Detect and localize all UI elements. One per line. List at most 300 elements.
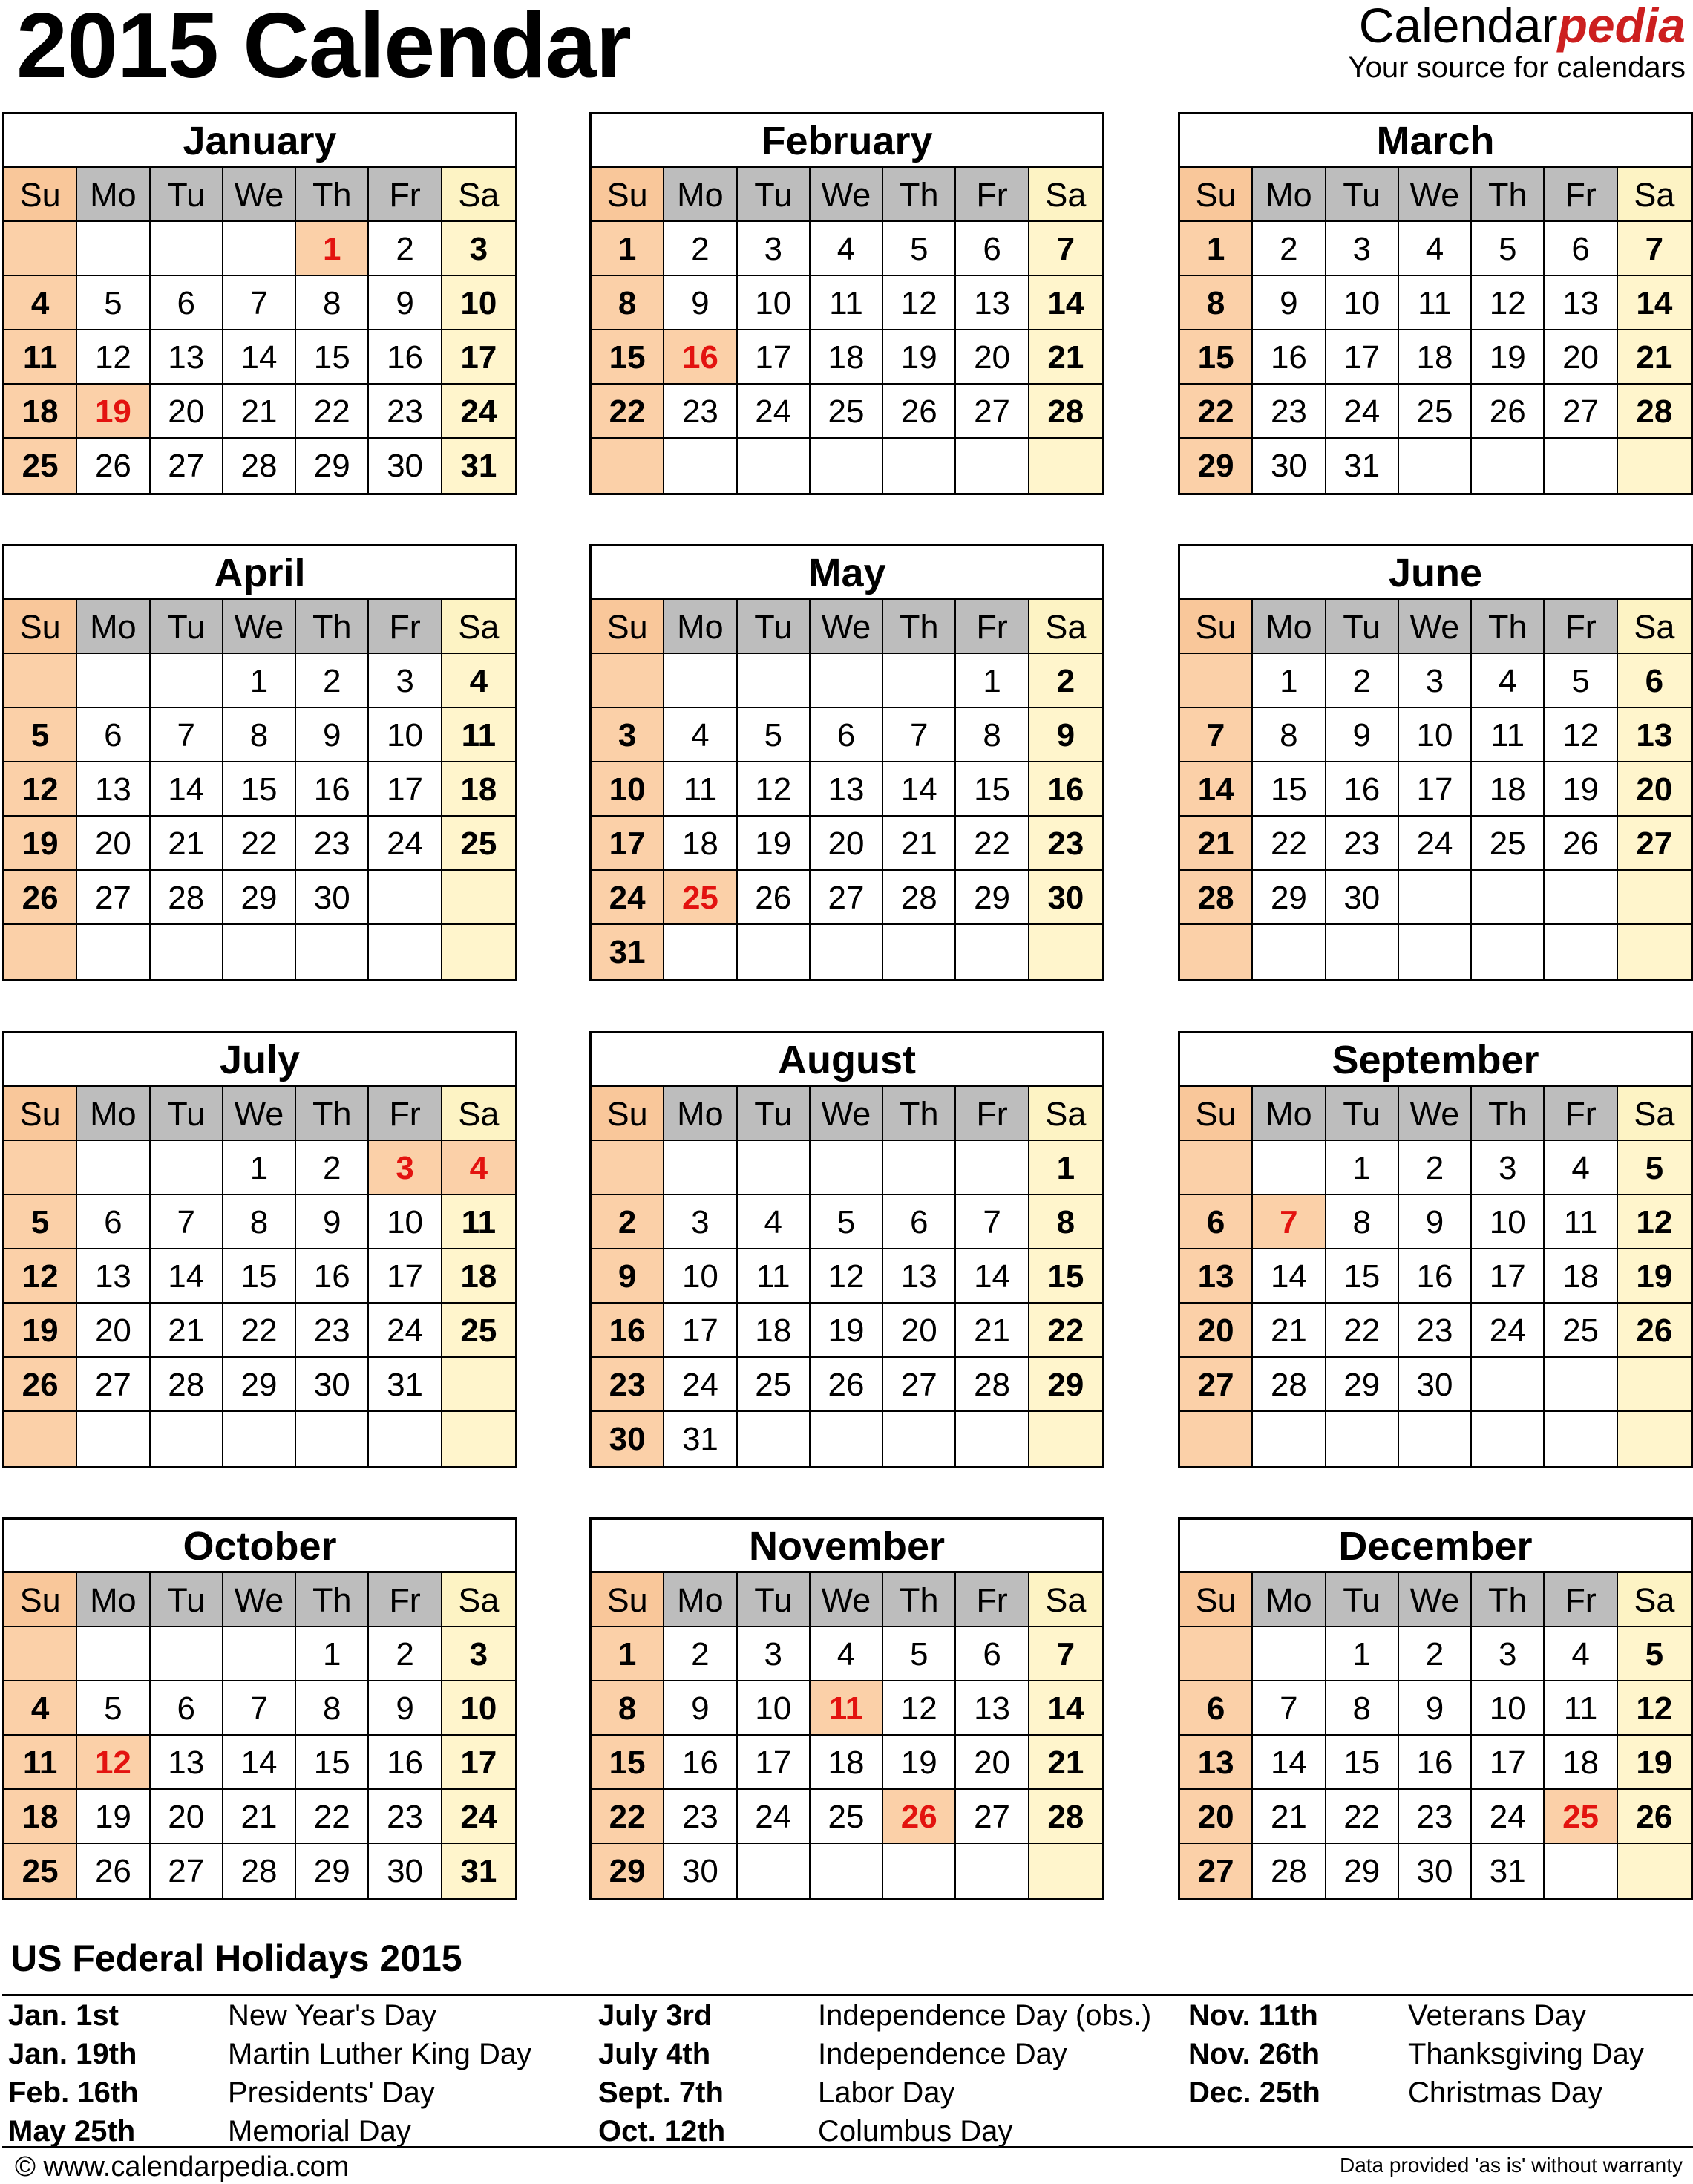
month-title: March [1180, 114, 1691, 168]
empty-day-cell [1618, 439, 1691, 493]
weekday-header: Fr [369, 600, 442, 654]
day-cell: 24 [1326, 385, 1399, 439]
weekday-header: Mo [664, 1573, 737, 1627]
day-cell: 25 [664, 871, 737, 925]
day-cell: 21 [1253, 1304, 1326, 1358]
weekday-header: Fr [1545, 600, 1617, 654]
day-cell: 4 [1472, 654, 1545, 708]
empty-day-cell [1180, 1141, 1253, 1195]
weekday-header: Mo [77, 1573, 150, 1627]
day-cell: 20 [151, 385, 223, 439]
empty-day-cell [77, 222, 150, 276]
day-cell: 16 [664, 1736, 737, 1790]
day-cell: 27 [1180, 1358, 1253, 1412]
empty-day-cell [4, 1412, 77, 1466]
weekday-header: Tu [1326, 168, 1399, 222]
empty-day-cell [1029, 1412, 1102, 1466]
day-cell: 26 [738, 871, 811, 925]
empty-day-cell [664, 1141, 737, 1195]
day-cell: 15 [1253, 762, 1326, 817]
weekday-header: Tu [1326, 600, 1399, 654]
day-cell: 21 [151, 817, 223, 871]
day-cell: 6 [883, 1195, 956, 1249]
empty-day-cell [811, 654, 883, 708]
day-cell: 13 [151, 1736, 223, 1790]
day-cell: 26 [4, 1358, 77, 1412]
day-cell: 7 [1253, 1195, 1326, 1249]
day-cell: 12 [1545, 708, 1617, 762]
empty-day-cell [811, 1844, 883, 1898]
day-cell: 7 [956, 1195, 1029, 1249]
weekday-header: Tu [151, 1573, 223, 1627]
day-cell: 20 [1180, 1790, 1253, 1844]
day-cell: 23 [592, 1358, 664, 1412]
holiday-row [1188, 1996, 1693, 2035]
day-cell: 15 [223, 1249, 296, 1304]
day-cell: 3 [442, 1627, 515, 1681]
empty-day-cell [77, 1141, 150, 1195]
day-cell: 30 [1399, 1844, 1472, 1898]
day-cell: 24 [738, 1790, 811, 1844]
day-cell: 12 [883, 1681, 956, 1736]
weekday-header: Sa [1618, 600, 1691, 654]
holiday-name: Labor Day [818, 2076, 955, 2109]
day-cell: 10 [1399, 708, 1472, 762]
day-cell: 4 [442, 654, 515, 708]
day-cell: 1 [296, 1627, 369, 1681]
day-cell: 14 [1180, 762, 1253, 817]
day-cell: 3 [1472, 1627, 1545, 1681]
day-cell: 9 [296, 1195, 369, 1249]
day-cell: 16 [1399, 1736, 1472, 1790]
empty-day-cell [4, 222, 77, 276]
holiday-row [598, 2073, 1180, 2112]
day-cell: 18 [1472, 762, 1545, 817]
day-cell: 23 [1253, 385, 1326, 439]
day-cell: 10 [1472, 1195, 1545, 1249]
day-cell: 14 [223, 330, 296, 385]
empty-day-cell [883, 1141, 956, 1195]
footer-copyright[interactable]: © www.calendarpedia.com [15, 2151, 350, 2183]
day-cell: 6 [151, 276, 223, 330]
day-cell: 22 [296, 385, 369, 439]
day-cell: 29 [1326, 1358, 1399, 1412]
logo-wordmark [1349, 0, 1686, 51]
day-cell: 3 [442, 222, 515, 276]
month-days-grid [1180, 1573, 1691, 1898]
empty-day-cell [77, 1627, 150, 1681]
empty-day-cell [1399, 1412, 1472, 1466]
day-cell: 1 [1326, 1141, 1399, 1195]
holiday-name: Independence Day [818, 2038, 1067, 2070]
weekday-header: Mo [77, 600, 150, 654]
weekday-header: Tu [1326, 1087, 1399, 1141]
weekday-header: Su [592, 600, 664, 654]
holidays-column [1182, 1996, 1693, 2146]
day-cell: 6 [1180, 1195, 1253, 1249]
month-title: November [592, 1520, 1102, 1573]
weekday-header: Sa [1029, 600, 1102, 654]
day-cell: 30 [664, 1844, 737, 1898]
empty-day-cell [151, 1141, 223, 1195]
day-cell: 1 [592, 1627, 664, 1681]
day-cell: 26 [1618, 1304, 1691, 1358]
weekday-header: Su [4, 600, 77, 654]
day-cell: 11 [664, 762, 737, 817]
day-cell: 13 [956, 1681, 1029, 1736]
day-cell: 8 [1326, 1681, 1399, 1736]
weekday-header: Fr [956, 600, 1029, 654]
day-cell: 14 [223, 1736, 296, 1790]
day-cell: 13 [1180, 1249, 1253, 1304]
month-december [1178, 1517, 1693, 1900]
day-cell: 29 [223, 1358, 296, 1412]
day-cell: 31 [369, 1358, 442, 1412]
day-cell: 28 [1253, 1844, 1326, 1898]
day-cell: 28 [1180, 871, 1253, 925]
day-cell: 29 [592, 1844, 664, 1898]
empty-day-cell [1472, 925, 1545, 979]
day-cell: 18 [664, 817, 737, 871]
empty-day-cell [811, 1412, 883, 1466]
holiday-date: Jan. 19th [8, 2038, 137, 2070]
month-title: July [4, 1033, 515, 1087]
empty-day-cell [442, 871, 515, 925]
day-cell: 2 [296, 1141, 369, 1195]
day-cell: 29 [223, 871, 296, 925]
day-cell: 3 [738, 1627, 811, 1681]
day-cell: 5 [883, 1627, 956, 1681]
weekday-header: Sa [1618, 1573, 1691, 1627]
weekday-header: Sa [1618, 1087, 1691, 1141]
day-cell: 9 [1399, 1681, 1472, 1736]
empty-day-cell [4, 654, 77, 708]
day-cell: 12 [883, 276, 956, 330]
day-cell: 15 [296, 330, 369, 385]
day-cell: 3 [1326, 222, 1399, 276]
empty-day-cell [442, 925, 515, 979]
holidays-column [592, 1996, 1180, 2146]
day-cell: 20 [811, 817, 883, 871]
empty-day-cell [223, 1627, 296, 1681]
day-cell: 4 [4, 276, 77, 330]
holiday-name: Presidents' Day [228, 2076, 435, 2109]
day-cell: 18 [1399, 330, 1472, 385]
day-cell: 6 [956, 1627, 1029, 1681]
empty-day-cell [811, 1141, 883, 1195]
day-cell: 25 [1545, 1790, 1617, 1844]
day-cell: 7 [223, 276, 296, 330]
day-cell: 28 [1618, 385, 1691, 439]
weekday-header: Sa [1029, 1087, 1102, 1141]
day-cell: 5 [77, 276, 150, 330]
empty-day-cell [592, 1141, 664, 1195]
empty-day-cell [223, 925, 296, 979]
day-cell: 8 [956, 708, 1029, 762]
day-cell: 6 [77, 708, 150, 762]
empty-day-cell [883, 925, 956, 979]
day-cell: 8 [1253, 708, 1326, 762]
day-cell: 14 [956, 1249, 1029, 1304]
day-cell: 13 [883, 1249, 956, 1304]
empty-day-cell [1180, 1627, 1253, 1681]
day-cell: 2 [369, 1627, 442, 1681]
day-cell: 18 [4, 385, 77, 439]
day-cell: 31 [442, 439, 515, 493]
day-cell: 5 [1618, 1141, 1691, 1195]
empty-day-cell [151, 1627, 223, 1681]
day-cell: 20 [1180, 1304, 1253, 1358]
empty-day-cell [77, 654, 150, 708]
day-cell: 19 [811, 1304, 883, 1358]
weekday-header: Su [4, 1573, 77, 1627]
day-cell: 4 [1545, 1141, 1617, 1195]
empty-day-cell [738, 654, 811, 708]
day-cell: 7 [1029, 1627, 1102, 1681]
day-cell: 12 [1618, 1681, 1691, 1736]
empty-day-cell [956, 1844, 1029, 1898]
month-title: February [592, 114, 1102, 168]
weekday-header: Mo [664, 600, 737, 654]
day-cell: 19 [1545, 762, 1617, 817]
day-cell: 9 [296, 708, 369, 762]
day-cell: 4 [811, 1627, 883, 1681]
day-cell: 25 [1545, 1304, 1617, 1358]
day-cell: 17 [738, 1736, 811, 1790]
day-cell: 2 [1399, 1627, 1472, 1681]
day-cell: 2 [1253, 222, 1326, 276]
day-cell: 4 [738, 1195, 811, 1249]
day-cell: 3 [738, 222, 811, 276]
weekday-header: We [1399, 600, 1472, 654]
day-cell: 29 [1253, 871, 1326, 925]
day-cell: 4 [1545, 1627, 1617, 1681]
empty-day-cell [1253, 1627, 1326, 1681]
day-cell: 30 [1029, 871, 1102, 925]
month-september [1178, 1031, 1693, 1468]
weekday-header: We [223, 168, 296, 222]
day-cell: 28 [883, 871, 956, 925]
day-cell: 11 [811, 276, 883, 330]
weekday-header: Fr [369, 168, 442, 222]
empty-day-cell [1545, 925, 1617, 979]
empty-day-cell [369, 1412, 442, 1466]
day-cell: 26 [883, 1790, 956, 1844]
weekday-header: Tu [151, 168, 223, 222]
day-cell: 10 [369, 1195, 442, 1249]
weekday-header: Th [883, 600, 956, 654]
day-cell: 24 [442, 1790, 515, 1844]
month-days-grid [4, 600, 515, 979]
day-cell: 27 [1618, 817, 1691, 871]
weekday-header: Su [592, 168, 664, 222]
day-cell: 16 [1326, 762, 1399, 817]
empty-day-cell [1472, 1412, 1545, 1466]
day-cell: 3 [592, 708, 664, 762]
day-cell: 12 [738, 762, 811, 817]
empty-day-cell [1545, 1358, 1617, 1412]
day-cell: 30 [1399, 1358, 1472, 1412]
empty-day-cell [1029, 1844, 1102, 1898]
holiday-name: Independence Day (obs.) [818, 1999, 1152, 2032]
logo-text-accent: pedia [1557, 0, 1686, 53]
day-cell: 27 [77, 871, 150, 925]
empty-day-cell [1472, 871, 1545, 925]
empty-day-cell [956, 925, 1029, 979]
day-cell: 5 [4, 1195, 77, 1249]
weekday-header: Mo [1253, 1087, 1326, 1141]
day-cell: 25 [4, 439, 77, 493]
day-cell: 1 [296, 222, 369, 276]
weekday-header: We [811, 1087, 883, 1141]
day-cell: 7 [223, 1681, 296, 1736]
day-cell: 15 [1029, 1249, 1102, 1304]
day-cell: 23 [664, 385, 737, 439]
day-cell: 28 [151, 871, 223, 925]
empty-day-cell [151, 222, 223, 276]
month-days-grid [4, 168, 515, 493]
day-cell: 19 [4, 817, 77, 871]
day-cell: 2 [369, 222, 442, 276]
day-cell: 14 [151, 762, 223, 817]
day-cell: 24 [369, 1304, 442, 1358]
holiday-row [598, 2112, 1180, 2151]
weekday-header: Su [1180, 1573, 1253, 1627]
empty-day-cell [1253, 925, 1326, 979]
day-cell: 7 [1253, 1681, 1326, 1736]
day-cell: 23 [664, 1790, 737, 1844]
day-cell: 1 [223, 1141, 296, 1195]
weekday-header: We [223, 1573, 296, 1627]
day-cell: 19 [738, 817, 811, 871]
day-cell: 30 [296, 1358, 369, 1412]
day-cell: 13 [1545, 276, 1617, 330]
weekday-header: Tu [738, 600, 811, 654]
month-august [589, 1031, 1104, 1468]
day-cell: 10 [442, 1681, 515, 1736]
day-cell: 26 [883, 385, 956, 439]
day-cell: 11 [1472, 708, 1545, 762]
weekday-header: Fr [1545, 1087, 1617, 1141]
day-cell: 4 [442, 1141, 515, 1195]
day-cell: 25 [738, 1358, 811, 1412]
day-cell: 9 [592, 1249, 664, 1304]
day-cell: 12 [77, 1736, 150, 1790]
weekday-header: Th [296, 1573, 369, 1627]
day-cell: 1 [1253, 654, 1326, 708]
empty-day-cell [664, 439, 737, 493]
day-cell: 9 [369, 276, 442, 330]
day-cell: 31 [664, 1412, 737, 1466]
day-cell: 8 [1326, 1195, 1399, 1249]
day-cell: 1 [1029, 1141, 1102, 1195]
day-cell: 23 [1399, 1790, 1472, 1844]
weekday-header: Th [1472, 600, 1545, 654]
weekday-header: Su [1180, 600, 1253, 654]
day-cell: 11 [738, 1249, 811, 1304]
day-cell: 17 [442, 1736, 515, 1790]
holiday-row [8, 1996, 590, 2035]
month-title: December [1180, 1520, 1691, 1573]
month-june [1178, 544, 1693, 981]
day-cell: 17 [1472, 1249, 1545, 1304]
day-cell: 18 [1545, 1249, 1617, 1304]
day-cell: 8 [296, 1681, 369, 1736]
empty-day-cell [1472, 1358, 1545, 1412]
holiday-date: Dec. 25th [1188, 2076, 1320, 2109]
holiday-name: Thanksgiving Day [1408, 2038, 1644, 2070]
day-cell: 21 [1253, 1790, 1326, 1844]
day-cell: 21 [1618, 330, 1691, 385]
day-cell: 22 [223, 817, 296, 871]
month-may [589, 544, 1104, 981]
day-cell: 11 [1399, 276, 1472, 330]
day-cell: 11 [442, 1195, 515, 1249]
day-cell: 20 [77, 1304, 150, 1358]
holiday-date: Feb. 16th [8, 2076, 139, 2109]
day-cell: 19 [883, 330, 956, 385]
day-cell: 12 [4, 762, 77, 817]
day-cell: 30 [369, 439, 442, 493]
holiday-date: May 25th [8, 2115, 136, 2148]
day-cell: 17 [1399, 762, 1472, 817]
day-cell: 3 [1399, 654, 1472, 708]
day-cell: 26 [77, 1844, 150, 1898]
day-cell: 19 [883, 1736, 956, 1790]
empty-day-cell [4, 1141, 77, 1195]
day-cell: 12 [77, 330, 150, 385]
holiday-row [8, 2035, 590, 2073]
day-cell: 10 [664, 1249, 737, 1304]
day-cell: 22 [1326, 1790, 1399, 1844]
day-cell: 23 [1029, 817, 1102, 871]
holidays-table [2, 1994, 1693, 2148]
day-cell: 5 [811, 1195, 883, 1249]
month-days-grid [1180, 600, 1691, 979]
empty-day-cell [1253, 1412, 1326, 1466]
empty-day-cell [883, 1412, 956, 1466]
day-cell: 23 [296, 1304, 369, 1358]
empty-day-cell [738, 1844, 811, 1898]
empty-day-cell [296, 1412, 369, 1466]
day-cell: 1 [956, 654, 1029, 708]
weekday-header: Th [296, 600, 369, 654]
day-cell: 13 [77, 762, 150, 817]
day-cell: 9 [1029, 708, 1102, 762]
empty-day-cell [1326, 925, 1399, 979]
day-cell: 19 [1472, 330, 1545, 385]
day-cell: 2 [1399, 1141, 1472, 1195]
day-cell: 25 [4, 1844, 77, 1898]
day-cell: 22 [223, 1304, 296, 1358]
empty-day-cell [442, 1412, 515, 1466]
day-cell: 21 [1029, 330, 1102, 385]
holiday-row [1188, 2073, 1693, 2112]
holiday-row [1188, 2035, 1693, 2073]
empty-day-cell [664, 654, 737, 708]
day-cell: 24 [369, 817, 442, 871]
empty-day-cell [296, 925, 369, 979]
day-cell: 7 [1618, 222, 1691, 276]
day-cell: 18 [4, 1790, 77, 1844]
empty-day-cell [369, 871, 442, 925]
day-cell: 28 [956, 1358, 1029, 1412]
day-cell: 26 [4, 871, 77, 925]
weekday-header: Su [1180, 1087, 1253, 1141]
day-cell: 29 [1029, 1358, 1102, 1412]
calendarpedia-logo[interactable] [1348, 0, 1686, 85]
day-cell: 1 [592, 222, 664, 276]
